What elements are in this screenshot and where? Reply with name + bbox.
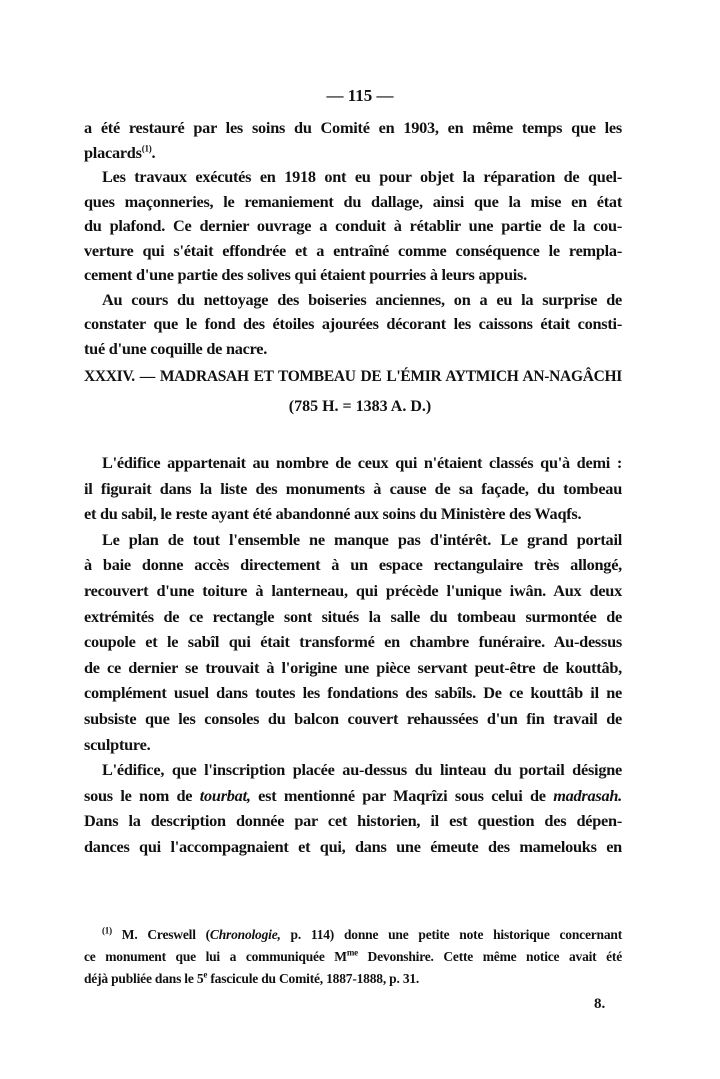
footnote-line xyxy=(84,968,622,990)
text-line: du plafond. Ce dernier ouvrage a conduit à rétablir une partie de la cou- xyxy=(84,216,622,235)
footnote-line xyxy=(84,924,622,946)
text: déjà publiée dans le 5 xyxy=(84,971,204,986)
signature-mark: 8. xyxy=(594,996,606,1012)
text-line: Le plan de tout l'ensemble ne manque pas d'intérêt. Le grand portail xyxy=(102,529,622,549)
text: p. 114) donne une petite note historique concernant xyxy=(280,927,622,942)
text-line: de ce dernier se trouvait à l'origine une pièce servant peut-être de kouttâb, xyxy=(84,657,622,677)
text: est mentionné par Maqrîzi sous celui de xyxy=(250,785,554,805)
page-number: — 115 — xyxy=(326,86,394,105)
text: placards xyxy=(84,142,142,162)
text-line: a été restauré par les soins du Comité en 1903, en même temps que les xyxy=(84,118,622,137)
footnote-marker: (1) xyxy=(102,925,112,936)
text-line: Au cours du nettoyage des boiseries anciennes, on a eu la surprise de xyxy=(102,289,622,309)
italic-term: Chronologie, xyxy=(209,927,281,942)
text: ce monument que lui a communiquée M xyxy=(84,949,347,964)
text-line: complément usuel dans toutes les fondations des sabîls. De ce kouttâb il ne xyxy=(84,683,622,703)
text-line: à baie donne accès directement à un espace rectangulaire très allongé, xyxy=(84,555,622,575)
text: Devonshire. Cette même notice avait été xyxy=(357,949,623,964)
superscript: me xyxy=(346,947,358,958)
superscript: e xyxy=(203,969,208,980)
text-line: verture qui s'était effondrée et a entraîné comme conséquence le rempla- xyxy=(84,240,622,260)
text-line: extrémités de ce rectangle sont situés la salle du tombeau surmontée de xyxy=(84,606,622,626)
text-line: tué d'une coquille de nacre. xyxy=(84,338,268,358)
text-line: L'édifice, que l'inscription placée au-dessus du linteau du portail désigne xyxy=(102,760,622,780)
section-heading: XXXIV. — MADRASAH ET TOMBEAU DE L'ÉMIR AYTMICH AN-NAGÂCHI xyxy=(84,368,622,385)
text-line: Dans la description donnée par cet historien, il est question des dépen- xyxy=(84,811,622,831)
text-line: sculpture. xyxy=(84,734,151,754)
text-line: subsiste que les consoles du balcon couvert rehaussées d'un fin travail de xyxy=(84,708,622,728)
italic-term: madrasah. xyxy=(553,785,622,805)
text-line: constater que le fond des étoiles ajourées décorant les caissons était consti- xyxy=(84,314,622,333)
text-line: ques maçonneries, le remaniement du dallage, ainsi que la mise en état xyxy=(84,191,622,211)
text-line: cement d'une partie des solives qui étaient pourries à leurs appuis. xyxy=(84,265,527,284)
footnote xyxy=(84,924,622,990)
text: . xyxy=(151,142,156,162)
text-line: il figurait dans la liste des monuments à cause de sa façade, du tombeau xyxy=(84,478,622,498)
footnote-line xyxy=(84,946,622,968)
section-2-text xyxy=(84,450,622,860)
text-line: coupole et le sabîl qui était transformé en chambre funéraire. Au-dessus xyxy=(84,632,622,652)
text-line: recouvert d'une toiture à lanterneau, qui précède l'unique iwân. Aux deux xyxy=(84,580,622,600)
text-line xyxy=(84,141,622,166)
text-line: et du sabil, le reste ayant été abandonné aux soins du Ministère des Waqfs. xyxy=(84,504,582,524)
text: sous le nom de xyxy=(84,785,200,805)
text: M. Creswell ( xyxy=(111,927,210,942)
text-line: Les travaux exécutés en 1918 ont eu pour objet la réparation de quel- xyxy=(102,167,622,186)
text-line: L'édifice appartenait au nombre de ceux qui n'étaient classés qu'à demi : xyxy=(102,453,622,472)
text-line: dances qui l'accompagnaient et qui, dans une émeute des mamelouks en xyxy=(84,836,622,856)
section-date: (785 H. = 1383 A. D.) xyxy=(288,398,432,415)
text: fascicule du Comité, 1887-1888, p. 31. xyxy=(207,971,420,986)
footnote-ref: (1) xyxy=(141,143,152,154)
italic-term: tourbat, xyxy=(199,785,251,805)
section-1-text xyxy=(84,116,622,361)
text-line xyxy=(84,783,622,809)
